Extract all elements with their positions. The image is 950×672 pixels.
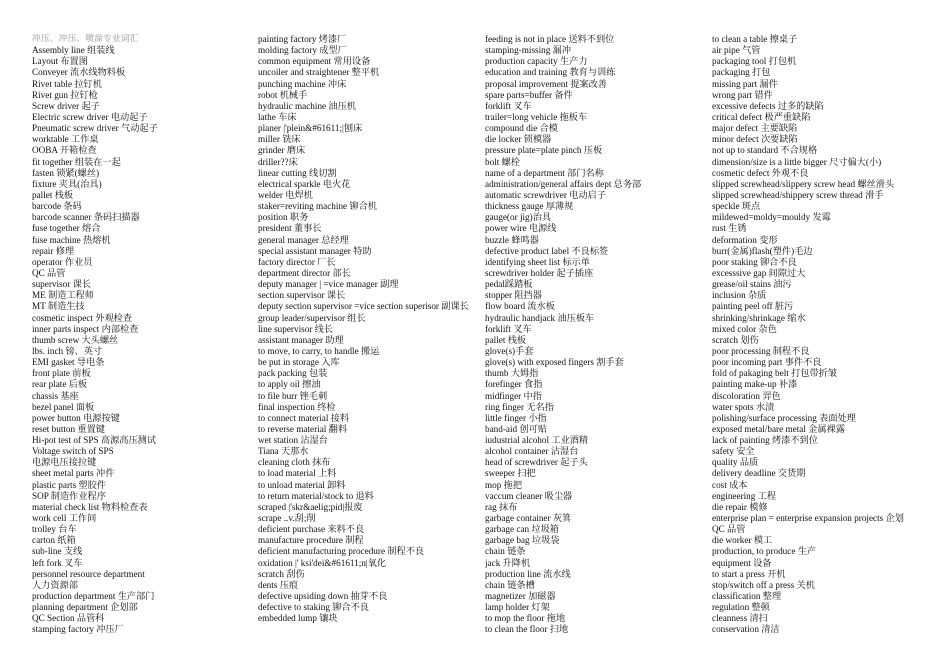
glossary-entry: band-aid 创可贴 <box>485 423 548 434</box>
glossary-entry: thumb 大姆指 <box>485 368 539 379</box>
glossary-entry: scratch 划伤 <box>712 334 759 345</box>
glossary-entry: vaccum cleaner 吸尘器 <box>485 490 573 501</box>
glossary-entry: painting peel off 脏污 <box>712 301 794 312</box>
glossary-entry: discoloration 羿色 <box>712 390 781 401</box>
glossary-entry: factory director 厂长 <box>258 256 336 267</box>
glossary-entry: to start a press 开机 <box>712 568 786 579</box>
glossary-entry: lathe 车床 <box>258 111 297 122</box>
glossary-entry: forklift 叉车 <box>485 100 532 111</box>
column-2 <box>258 34 473 624</box>
glossary-entry: plastic parts 塑胶件 <box>32 479 106 490</box>
glossary-entry: position 职务 <box>258 212 309 223</box>
glossary-entry: lamp holder 灯架 <box>485 602 550 613</box>
glossary-entry: die repair 模修 <box>712 501 768 512</box>
glossary-entry: equipment 设备 <box>712 557 772 568</box>
glossary-entry: lack of painting 烤漆不到位 <box>712 435 818 446</box>
glossary-entry: miller 铣床 <box>258 134 301 145</box>
glossary-entry: chain 链条槽 <box>485 579 535 590</box>
glossary-entry: robot 机械手 <box>258 89 308 100</box>
glossary-entry: head of screwdriver 起子头 <box>485 457 588 468</box>
glossary-entry: ring finger 无名指 <box>485 401 554 412</box>
glossary-entry: EMI gasket 导电条 <box>32 357 105 368</box>
glossary-entry: to mop the floor 拖地 <box>485 613 566 624</box>
glossary-entry: chassis 基座 <box>32 390 79 401</box>
glossary-entry: grinder 磨床 <box>258 145 306 156</box>
glossary-entry: to clean the floor 扫地 <box>485 624 569 635</box>
glossary-entry: polishing/surface processing 表面处理 <box>712 412 856 423</box>
glossary-entry: Screw driver 起子 <box>32 100 100 111</box>
glossary-entry: air pipe 气管 <box>712 45 761 56</box>
glossary-entry: be put in storage 入库 <box>258 357 340 368</box>
glossary-entry: chain 链条 <box>485 546 526 557</box>
glossary-entry: to clean a table 擦桌子 <box>712 34 798 44</box>
glossary-entry: fasten 锁紧(螺丝) <box>32 167 100 178</box>
glossary-entry: sheet metal parts 冲件 <box>32 468 115 479</box>
glossary-entry: cost 成本 <box>712 479 748 490</box>
glossary-entry: forefinger 食指 <box>485 379 543 390</box>
column-3 <box>485 34 700 636</box>
glossary-entry: mixed color 杂色 <box>712 323 777 334</box>
glossary-entry: pallet 栈板 <box>485 334 527 345</box>
glossary-entry: lbs. inch 镑、英寸 <box>32 345 103 356</box>
glossary-entry: speckle 斑点 <box>712 201 761 212</box>
glossary-entry: worktable 工作桌 <box>32 134 99 145</box>
glossary-entry: group leader/supervisor 组长 <box>258 312 366 323</box>
glossary-entry: packaging tool 打包机 <box>712 56 797 67</box>
glossary-entry: poor incoming part 事件不良 <box>712 357 822 368</box>
glossary-entry: pallet 栈板 <box>32 189 74 200</box>
glossary-entry: glove(s)手套 <box>485 345 534 356</box>
glossary-entry: linear cutting 线切割 <box>258 167 337 178</box>
glossary-entry: production department 生产部门 <box>32 591 155 602</box>
glossary-entry: material check list 物料检查表 <box>32 501 148 512</box>
glossary-entry: planer |'plein&#61611;|刨床 <box>258 123 363 134</box>
glossary-entry: thumb screw 大头螺丝 <box>32 334 119 345</box>
glossary-entry: stop/switch off a press 关机 <box>712 579 815 590</box>
glossary-entry: die locker 锁模器 <box>485 134 552 145</box>
glossary-entry: trailer=long vehicle 拖板车 <box>485 111 588 122</box>
glossary-entry: flow board 流水板 <box>485 301 555 312</box>
glossary-entry: Layout 布置图 <box>32 56 88 67</box>
glossary-entry: grease/oil stains 油污 <box>712 279 792 290</box>
glossary-entry: hydraulic machine 油压机 <box>258 100 356 111</box>
glossary-entry: production line 流水线 <box>485 568 571 579</box>
glossary-entry: ME 制造工程师 <box>32 290 95 301</box>
glossary-entry: glove(s) with exposed fingers 割手套 <box>485 357 624 368</box>
glossary-entry: department director 部长 <box>258 267 351 278</box>
glossary-entry: assistant manager 助理 <box>258 334 344 345</box>
glossary-entry: conservation 清洁 <box>712 624 780 635</box>
glossary-entry: buzzle 蜂鸣器 <box>485 234 539 245</box>
glossary-entry: Electric screw driver 电动起子 <box>32 111 148 122</box>
glossary-entry: thickness gauge 厚薄规 <box>485 201 574 212</box>
glossary-entry: punching machine 冲床 <box>258 78 347 89</box>
glossary-entry: 人力资源部 <box>32 579 78 590</box>
glossary-entry: shrinking/shrinkage 缩水 <box>712 312 806 323</box>
glossary-entry: minor defect 次要缺陷 <box>712 134 798 145</box>
glossary-entry: Hi-pot test of SPS 高源高压测试 <box>32 435 157 446</box>
glossary-entry: planning department 企划部 <box>32 602 138 613</box>
glossary-entry: to load material 上料 <box>258 468 337 479</box>
glossary-entry: front plate 前板 <box>32 368 91 379</box>
glossary-entry: inclusion 杂质 <box>712 290 767 301</box>
glossary-entry: slipped screwhead/slippery screw head 螺丝滑头 <box>712 178 895 189</box>
glossary-entry: repair 修理 <box>32 245 75 256</box>
glossary-entry: to connect material 接料 <box>258 412 350 423</box>
glossary-entry: deputy manager | =vice manager 副理 <box>258 279 399 290</box>
glossary-entry: to return material/stock to 退料 <box>258 490 374 501</box>
glossary-entry: manufacture procedure 制程 <box>258 535 364 546</box>
glossary-entry: cleaning cloth 抹布 <box>258 457 331 468</box>
glossary-entry: dimension/size is a little bigger 尺寸偏大(小) <box>712 156 882 167</box>
glossary-entry: uncoiler and straightener 整平机 <box>258 67 380 78</box>
glossary-entry: Tiana 天那水 <box>258 446 309 457</box>
glossary-entry: safety 安全 <box>712 446 755 457</box>
glossary-entry: stamping factory 冲压厂 <box>32 624 124 635</box>
column-4 <box>712 34 947 636</box>
column-1 <box>32 34 232 636</box>
glossary-entry: reset button 重置键 <box>32 423 105 434</box>
glossary-entry: pressure plate=plate pinch 压板 <box>485 145 603 156</box>
glossary-entry: scratch 刮伤 <box>258 568 305 579</box>
glossary-entry: forklift 叉车 <box>485 323 532 334</box>
glossary-entry: defective upsiding down 抽芽不良 <box>258 591 388 602</box>
glossary-entry: QC 品管 <box>32 267 66 278</box>
glossary-entry: special assistant manager 特助 <box>258 245 372 256</box>
glossary-entry: Pneumatic screw driver 气动起子 <box>32 123 158 134</box>
glossary-entry: rear plate 后板 <box>32 379 88 390</box>
glossary-entry: not up to standard 不合规格 <box>712 145 818 156</box>
glossary-entry: operator 作业员 <box>32 256 93 267</box>
glossary-entry: fold of pakaging belt 打包带折皱 <box>712 368 838 379</box>
glossary-entry: slipped screwhead/shippery screw thread 滑手 <box>712 189 884 200</box>
glossary-entry: pack packing 包装 <box>258 368 328 379</box>
glossary-entry: cleanness 清扫 <box>712 613 768 624</box>
glossary-entry: deficient purchase 来料不良 <box>258 524 365 535</box>
glossary-entry: fixture 夹具(治具) <box>32 178 102 189</box>
glossary-entry: embedded lump 镶块 <box>258 613 338 624</box>
glossary-entry: burr(金属)flash(塑件)毛边 <box>712 245 813 256</box>
glossary-entry: mildewed=moldy=mouldy 发霉 <box>712 212 831 223</box>
glossary-entry: rag 抹布 <box>485 501 518 512</box>
glossary-entry: die worker 模工 <box>712 535 773 546</box>
glossary-entry: gauge(or jig)治具 <box>485 212 552 223</box>
glossary-entry: mop 拖把 <box>485 479 523 490</box>
glossary-entry: molding factory 成型厂 <box>258 45 347 56</box>
glossary-entry: power button 电源按键 <box>32 412 120 423</box>
glossary-entry: pedal踩踏板 <box>485 279 533 290</box>
glossary-entry: supervisor 课长 <box>32 279 91 290</box>
glossary-entry: iudustrial alcohol 工业酒精 <box>485 435 589 446</box>
glossary-entry: major defect 主要缺陷 <box>712 123 798 134</box>
glossary-entry: education and training 教育与训练 <box>485 67 616 78</box>
glossary-entry: wet station 沾湿台 <box>258 435 328 446</box>
glossary-entry: painting factory 烤漆厂 <box>258 34 347 44</box>
glossary-entry: automatic screwdriver 电动启子 <box>485 189 606 200</box>
glossary-entry: garbage container 灰箕 <box>485 513 572 524</box>
glossary-entry: enterprise plan = enterprise expansion projects 企划 <box>712 513 904 524</box>
glossary-entry: final inspection 终检 <box>258 401 336 412</box>
glossary-entry: administration/general affairs dept 总务部 <box>485 178 642 189</box>
glossary-entry: cosmetic inspect 外观检查 <box>32 312 133 323</box>
glossary-entry: scrape ..v.刮;削 <box>258 513 316 524</box>
glossary-entry: inner parts inspect 内部检查 <box>32 323 139 334</box>
glossary-entry: driller??床 <box>258 156 298 167</box>
glossary-entry: Conveyer 流水线物料板 <box>32 67 126 78</box>
glossary-entry: barcode 条码 <box>32 201 82 212</box>
glossary-entry: stamping-missing 漏冲 <box>485 45 572 56</box>
glossary-entry: staker=reviting machine 铆合机 <box>258 201 377 212</box>
glossary-entry: compound die 合模 <box>485 123 558 134</box>
glossary-entry: dents 压痕 <box>258 579 299 590</box>
glossary-entry: quality 品质 <box>712 457 759 468</box>
glossary-entry: deputy section supervisor =vice section superisor 副课长 <box>258 301 469 312</box>
glossary-entry: alcohol container 沾湿台 <box>485 446 579 457</box>
glossary-entry: delivery deadline 交货期 <box>712 468 806 479</box>
glossary-entry: QC 品管 <box>712 524 746 535</box>
glossary-entry: production, to produce 生产 <box>712 546 817 557</box>
glossary-entry: deficient manufacturing procedure 制程不良 <box>258 546 425 557</box>
glossary-entry: feeding is not in place 送料不到位 <box>485 34 615 44</box>
glossary-entry: SOP 制造作业程序 <box>32 490 106 501</box>
glossary-entry: sweeper 扫把 <box>485 468 536 479</box>
glossary-entry: excesssive gap 间隙过大 <box>712 267 806 278</box>
glossary-entry: classification 整理 <box>712 591 782 602</box>
glossary-entry: personnel resource department <box>32 568 145 579</box>
glossary-entry: left fork 叉车 <box>32 557 83 568</box>
glossary-entry: spare parts=buffer 备件 <box>485 89 573 100</box>
glossary-entry: to move, to carry, to handle 搬运 <box>258 345 380 356</box>
glossary-entry: electrical sparkle 电火花 <box>258 178 351 189</box>
glossary-entry: to reverse material 翻料 <box>258 423 348 434</box>
glossary-entry: Voltage switch of SPS <box>32 446 114 457</box>
glossary-entry: missing part 漏件 <box>712 78 778 89</box>
glossary-entry: midfinger 中指 <box>485 390 542 401</box>
glossary-entry: name of a department 部门名称 <box>485 167 604 178</box>
glossary-entry: regulation 整顿 <box>712 602 770 613</box>
glossary-entry: section supervisor 课长 <box>258 290 346 301</box>
glossary-entry: carton 纸箱 <box>32 535 76 546</box>
glossary-entry: fit together 组装在一起 <box>32 156 121 167</box>
glossary-entry: water spots 水渍 <box>712 401 775 412</box>
glossary-entry: poor staking 铆合不良 <box>712 256 797 267</box>
glossary-entry: fuse together 熔合 <box>32 223 101 234</box>
glossary-entry: scraped |'skr&aelig;pid|报废 <box>258 501 363 512</box>
glossary-entry: Rivet table 拉钉机 <box>32 78 102 89</box>
glossary-entry: deformation 变形 <box>712 234 778 245</box>
section-heading: 冲压、冲压、喷涂专业词汇 <box>32 34 139 44</box>
glossary-entry: defective product label 不良标签 <box>485 245 609 256</box>
glossary-entry: painting make-up 补漆 <box>712 379 798 390</box>
glossary-entry: fuse machine 热熔机 <box>32 234 111 245</box>
glossary-entry: hydraulic handjack 油压板车 <box>485 312 595 323</box>
glossary-entry: jack 升降机 <box>485 557 531 568</box>
glossary-entry: bolt 螺栓 <box>485 156 520 167</box>
glossary-entry: welder 电焊机 <box>258 189 313 200</box>
glossary-entry: sub-line 支线 <box>32 546 83 557</box>
glossary-entry: general manager 总经理 <box>258 234 349 245</box>
glossary-entry: line supervisor 线长 <box>258 323 334 334</box>
glossary-entry: to file burr 锉毛刺 <box>258 390 328 401</box>
glossary-entry: proposal improvement 提案改善 <box>485 78 607 89</box>
glossary-entry: defective to staking 铆合不良 <box>258 602 369 613</box>
glossary-entry: garbage can 垃圾箱 <box>485 524 559 535</box>
glossary-entry: OOBA 开箱检查 <box>32 145 97 156</box>
glossary-entry: production capacity 生产力 <box>485 56 588 67</box>
glossary-entry: MT 制造生技 <box>32 301 85 312</box>
glossary-entry: 电源电压接拉键 <box>32 457 97 468</box>
glossary-entry: identifying sheet list 标示单 <box>485 256 590 267</box>
glossary-entry: cosmetic defect 外观不良 <box>712 167 809 178</box>
glossary-entry: screwdriver holder 起子插座 <box>485 267 594 278</box>
glossary-entry: oxidation |' ksi'dei&#61611;n|氧化 <box>258 557 387 568</box>
glossary-entry: to unload material 卸料 <box>258 479 346 490</box>
glossary-entry: engineering 工程 <box>712 490 777 501</box>
glossary-entry: poor processing 制程不良 <box>712 345 810 356</box>
glossary-entry: common equipment 常用设备 <box>258 56 371 67</box>
glossary-entry: critical defect 极严重缺陷 <box>712 111 811 122</box>
glossary-entry: to apply oil 擦油 <box>258 379 321 390</box>
glossary-entry: little finger 小指 <box>485 412 547 423</box>
glossary-entry: trolley 台车 <box>32 524 77 535</box>
glossary-entry: stopper 阻挡器 <box>485 290 542 301</box>
glossary-entry: magnetizer 加磁器 <box>485 591 556 602</box>
glossary-entry: packaging 打包 <box>712 67 771 78</box>
glossary-entry: wrong part 错件 <box>712 89 773 100</box>
glossary-entry: excessive defects 过多的缺陷 <box>712 100 824 111</box>
glossary-entry: barcode scanner 条码扫描器 <box>32 212 140 223</box>
glossary-entry: garbage bag 垃圾袋 <box>485 535 560 546</box>
glossary-entry: exposed metal/bare metal 金属裸露 <box>712 423 845 434</box>
glossary-entry: work cell 工作间 <box>32 513 97 524</box>
glossary-entry: QC Section 品管科 <box>32 613 105 624</box>
glossary-entry: power wire 电源线 <box>485 223 557 234</box>
glossary-entry: Rivet gun 拉钉枪 <box>32 89 98 100</box>
glossary-entry: president 董事长 <box>258 223 322 234</box>
glossary-entry: rust 生锈 <box>712 223 747 234</box>
glossary-entry: bezel panel 面板 <box>32 401 95 412</box>
glossary-entry: Assembly line 组装线 <box>32 45 115 56</box>
